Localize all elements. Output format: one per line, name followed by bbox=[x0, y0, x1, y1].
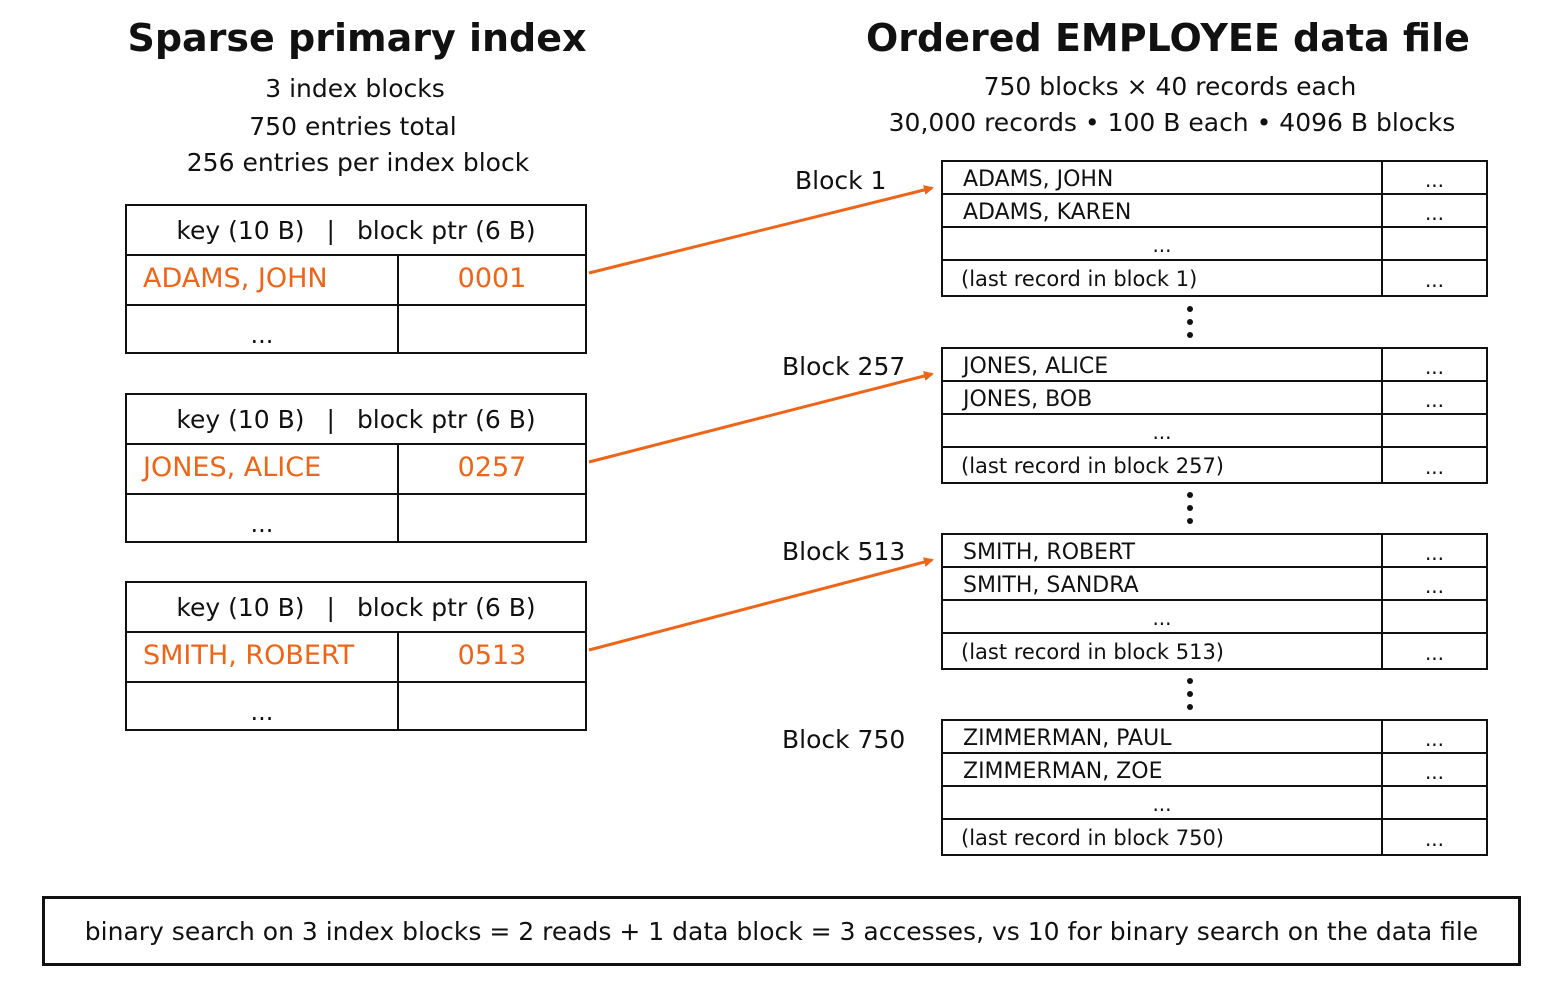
datafile-subtitle-2: 30,000 records • 100 B each • 4096 B blocks bbox=[888, 108, 1456, 137]
record-last: (last record in block 513) bbox=[961, 640, 1224, 664]
record-name: ADAMS, KAREN bbox=[963, 200, 1132, 225]
record-more: ... bbox=[1424, 541, 1445, 565]
datafile-title: Ordered EMPLOYEE data file bbox=[866, 16, 1470, 60]
record-name: ZIMMERMAN, ZOE bbox=[963, 759, 1163, 784]
arrow-to-block-513 bbox=[589, 560, 932, 650]
index-subtitle-3: 256 entries per index block bbox=[186, 148, 530, 177]
index-key: SMITH, ROBERT bbox=[143, 640, 355, 671]
summary-box bbox=[42, 896, 1521, 966]
header-ptr: block ptr (6 B) bbox=[356, 215, 536, 245]
summary-text: binary search on 3 index blocks = 2 reads + 1 data block = 3 accesses, vs 10 for binary search on the data file bbox=[84, 916, 1479, 946]
header-key: key (10 B) bbox=[176, 404, 305, 434]
record-more: ... bbox=[1424, 355, 1445, 379]
record-more: ... bbox=[1424, 268, 1445, 292]
index-subtitle-1: 3 index blocks bbox=[265, 74, 445, 103]
index-key: JONES, ALICE bbox=[143, 452, 322, 483]
ellipsis: ... bbox=[250, 321, 274, 349]
ellipsis: ... bbox=[1152, 420, 1172, 444]
record-more: ... bbox=[1424, 827, 1445, 851]
index-ptr: 0001 bbox=[457, 263, 527, 294]
block-label: Block 750 bbox=[782, 725, 906, 754]
record-name: ZIMMERMAN, PAUL bbox=[963, 726, 1172, 751]
record-last: (last record in block 1) bbox=[961, 267, 1198, 291]
header-separator: | bbox=[326, 215, 335, 245]
index-subtitle-2: 750 entries total bbox=[249, 112, 457, 141]
record-more: ... bbox=[1424, 574, 1445, 598]
record-more: ... bbox=[1424, 455, 1445, 479]
ellipsis: ... bbox=[250, 698, 274, 726]
block-label: Block 257 bbox=[782, 352, 906, 381]
header-separator: | bbox=[326, 592, 335, 622]
record-name: JONES, BOB bbox=[963, 387, 1093, 412]
record-name: SMITH, ROBERT bbox=[963, 540, 1136, 565]
index-ptr: 0257 bbox=[457, 452, 527, 483]
index-ptr: 0513 bbox=[457, 640, 527, 671]
index-key: ADAMS, JOHN bbox=[143, 263, 328, 294]
index-title: Sparse primary index bbox=[127, 16, 587, 60]
ellipsis: ... bbox=[1152, 792, 1172, 816]
record-more: ... bbox=[1424, 388, 1445, 412]
record-last: (last record in block 257) bbox=[961, 454, 1224, 478]
ellipsis: ... bbox=[1152, 233, 1172, 257]
record-more: ... bbox=[1424, 727, 1445, 751]
record-last: (last record in block 750) bbox=[961, 826, 1224, 850]
header-key: key (10 B) bbox=[176, 592, 305, 622]
arrow-to-block-257 bbox=[589, 374, 932, 462]
header-separator: | bbox=[326, 404, 335, 434]
ellipsis: ... bbox=[250, 510, 274, 538]
header-ptr: block ptr (6 B) bbox=[356, 404, 536, 434]
block-label: Block 1 bbox=[795, 166, 887, 195]
datafile-subtitle-1: 750 blocks × 40 records each bbox=[983, 72, 1357, 101]
record-more: ... bbox=[1424, 760, 1445, 784]
ellipsis: ... bbox=[1152, 606, 1172, 630]
header-key: key (10 B) bbox=[176, 215, 305, 245]
record-name: ADAMS, JOHN bbox=[963, 167, 1114, 192]
record-name: SMITH, SANDRA bbox=[963, 573, 1139, 598]
block-label: Block 513 bbox=[782, 537, 906, 566]
record-name: JONES, ALICE bbox=[963, 354, 1109, 379]
arrow-to-block-1 bbox=[589, 188, 932, 273]
record-more: ... bbox=[1424, 201, 1445, 225]
header-ptr: block ptr (6 B) bbox=[356, 592, 536, 622]
record-more: ... bbox=[1424, 168, 1445, 192]
record-more: ... bbox=[1424, 641, 1445, 665]
